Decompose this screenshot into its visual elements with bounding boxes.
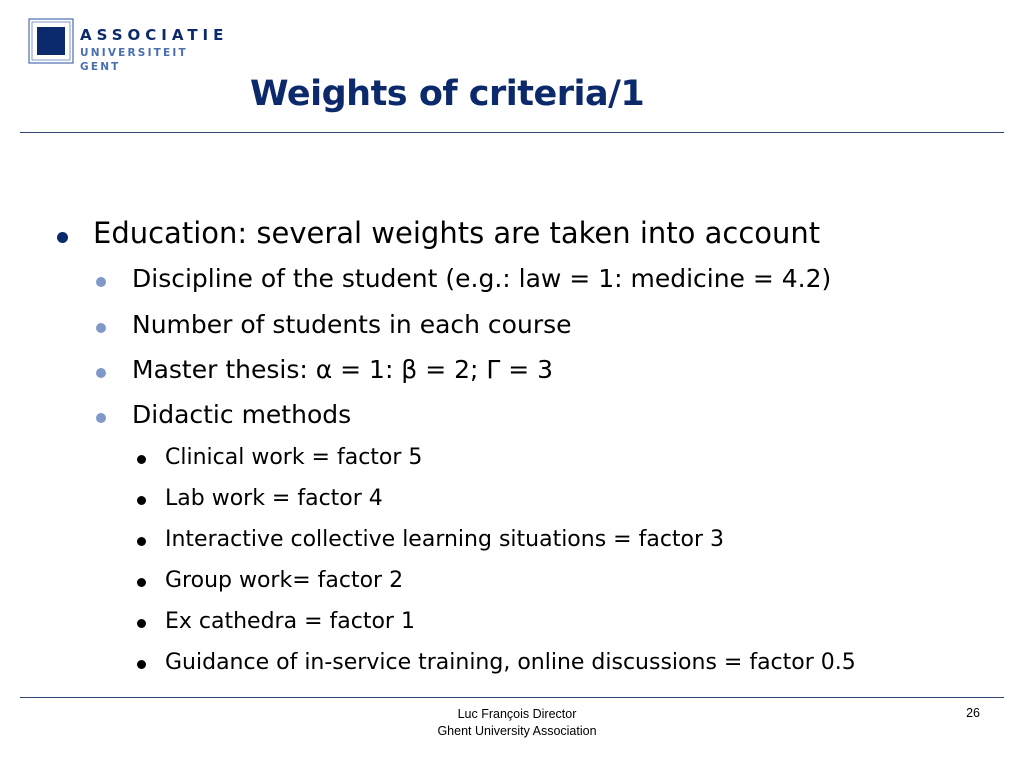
bullet-dot-icon — [137, 660, 146, 669]
bullet-dot-icon — [137, 619, 146, 628]
bullet-didactic: Didactic methods — [132, 400, 352, 429]
bullet-thesis: Master thesis: α = 1: β = 2; Γ = 3 — [132, 355, 554, 384]
bullet-students: Number of students in each course — [132, 310, 572, 339]
bullet-dot-icon — [137, 537, 146, 546]
footer-author: Luc François Director — [457, 707, 577, 721]
bullet-dot-icon — [96, 323, 106, 333]
bullet-discipline: Discipline of the student (e.g.: law = 1: medicine = 4.2) — [132, 264, 832, 293]
logo-text-associatie: ASSOCIATIE — [80, 26, 229, 44]
bullet-dot-icon — [96, 277, 106, 287]
university-logo — [28, 18, 229, 73]
title-divider — [20, 132, 1004, 133]
bullet-dot-icon — [137, 455, 146, 464]
bullet-clinical: Clinical work = factor 5 — [165, 445, 423, 470]
slide-title: Weights of criteria/1 — [250, 74, 645, 114]
bullet-lab: Lab work = factor 4 — [165, 486, 383, 511]
bullet-interactive: Interactive collective learning situations = factor 3 — [165, 527, 725, 552]
slide-number: 26 — [966, 706, 980, 720]
bullet-education: Education: several weights are taken into account — [93, 216, 821, 250]
bullet-excathedra: Ex cathedra = factor 1 — [165, 609, 415, 634]
bullet-dot-icon — [57, 232, 68, 243]
bullet-guidance: Guidance of in-service training, online discussions = factor 0.5 — [165, 650, 856, 675]
footer-credit — [412, 706, 622, 740]
logo-square-icon — [28, 18, 74, 64]
logo-text-universiteit: UNIVERSITEIT GENT — [80, 47, 188, 73]
bullet-group: Group work= factor 2 — [165, 568, 404, 593]
bullet-dot-icon — [137, 496, 146, 505]
bullet-dot-icon — [137, 578, 146, 587]
bullet-dot-icon — [96, 413, 106, 423]
bullet-dot-icon — [96, 368, 106, 378]
footer-org: Ghent University Association — [437, 724, 597, 738]
footer-divider — [20, 697, 1004, 698]
